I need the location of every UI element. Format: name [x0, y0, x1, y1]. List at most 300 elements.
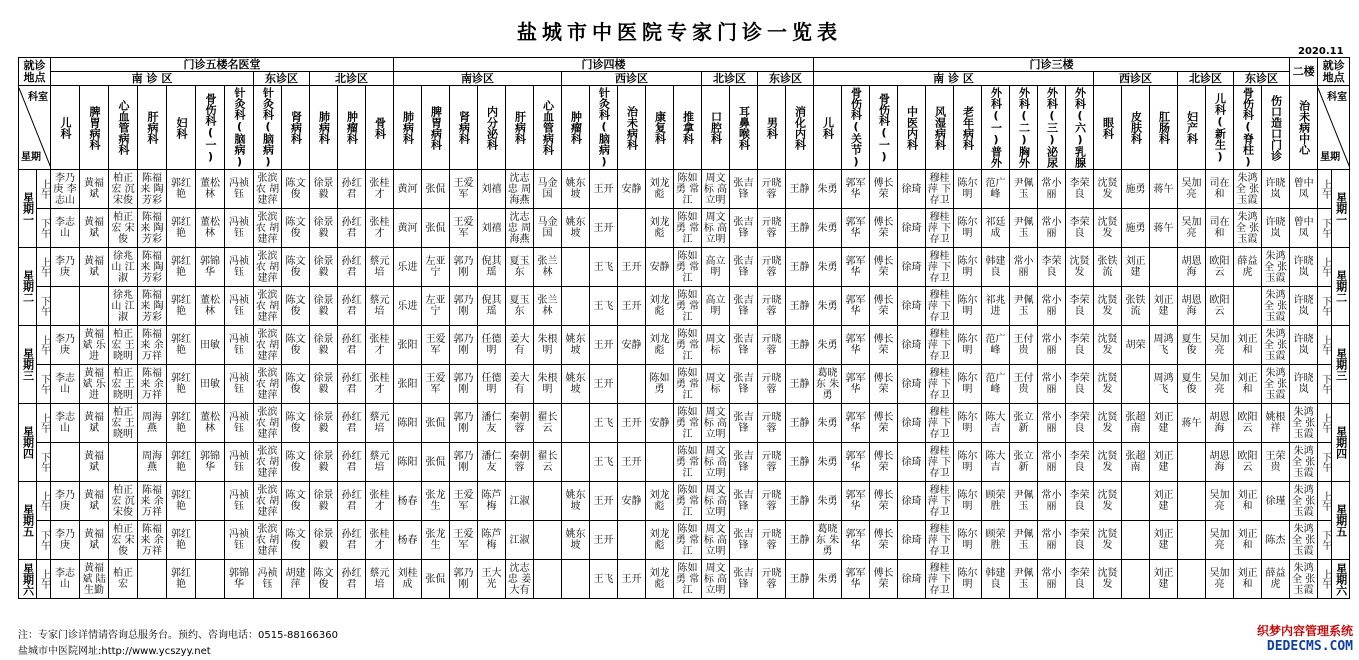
doctor-name: 张桂才 — [369, 334, 390, 356]
schedule-cell — [618, 560, 646, 599]
doctor-name: 沈志忠 周海燕 — [507, 172, 532, 206]
doctor-name: 王开 — [621, 456, 642, 468]
schedule-cell — [1094, 443, 1122, 482]
schedule-cell — [674, 443, 702, 482]
schedule-cell — [1150, 209, 1178, 248]
doctor-name: 蔡元培 — [369, 568, 390, 590]
doctor-name: 徐琦 — [901, 534, 922, 546]
schedule-cell — [758, 209, 786, 248]
schedule-cell — [926, 248, 954, 287]
doctor-name: 陈文俊 — [285, 373, 306, 395]
doctor-name: 欧阳云 — [1237, 451, 1258, 473]
doctor-name: 张滨农 胡建萍 — [255, 172, 280, 206]
doctor-name: 穆桂萍 下存卫 — [927, 289, 952, 323]
doctor-name: 张吉锋 — [733, 334, 754, 356]
doctor-name: 朱鸿全 张玉霞 — [1292, 445, 1316, 479]
doctor-name: 徐景毅 — [313, 334, 334, 356]
doctor-name: 姚东坡 — [565, 334, 586, 356]
doctor-name: 刘正建 — [1153, 295, 1174, 317]
schedule-cell — [196, 404, 225, 443]
doctor-name: 王飞 — [593, 456, 614, 468]
doctor-name: 刘禧 — [481, 222, 502, 234]
doctor-name: 刘桂成 — [397, 568, 418, 590]
doctor-name: 蒋午 — [1181, 417, 1202, 429]
schedule-cell — [254, 404, 282, 443]
dept-name: 心血管病科 — [541, 100, 555, 155]
dept-header — [562, 86, 590, 170]
schedule-table — [18, 57, 1350, 599]
half-name: 下午 — [1319, 530, 1331, 550]
half-name: 上午 — [1319, 179, 1331, 199]
doctor-name: 穆桂萍 下存卫 — [927, 172, 952, 206]
schedule-row — [19, 404, 1350, 443]
dept-name: 心血管病科 — [117, 100, 130, 155]
schedule-cell — [954, 560, 982, 599]
doctor-name: 周海燕 — [142, 451, 162, 473]
schedule-cell — [590, 404, 618, 443]
schedule-cell — [422, 443, 450, 482]
doctor-name: 朱根明 — [537, 373, 558, 395]
year-label: 2020.11 — [1298, 46, 1344, 57]
dept-name: 风湿病科 — [933, 105, 947, 150]
doctor-name: 亓晓蓉 — [761, 256, 782, 278]
doctor-name: 朱鸿全 张玉霞 — [1292, 562, 1316, 596]
schedule-cell — [310, 443, 338, 482]
schedule-cell — [982, 482, 1010, 521]
doctor-name: 王付贵 — [1013, 373, 1034, 395]
doctor-name: 王爱军 — [453, 529, 474, 551]
doctor-name: 常小丽 — [1041, 334, 1062, 356]
zone-b3-1: 西诊区 — [1094, 72, 1178, 86]
doctor-name: 黄福斌 — [84, 490, 104, 512]
schedule-cell — [450, 287, 478, 326]
doctor-name: 胡建萍 — [285, 568, 306, 590]
dept-header — [80, 86, 109, 170]
doctor-name: 周文标 高立明 — [703, 484, 728, 518]
schedule-cell — [506, 404, 534, 443]
day-label — [19, 326, 37, 404]
doctor-name: 陈尔明 — [957, 412, 978, 434]
schedule-cell — [450, 170, 478, 209]
schedule-cell — [534, 560, 562, 599]
schedule-cell — [926, 365, 954, 404]
schedule-cell — [1094, 209, 1122, 248]
doctor-name: 蔡元培 — [369, 256, 390, 278]
doctor-name: 吴加亮 — [1209, 334, 1230, 356]
schedule-cell — [394, 326, 422, 365]
doctor-name: 黄福斌 — [84, 256, 104, 278]
doctor-name: 李乃庚 — [55, 529, 75, 551]
schedule-cell — [338, 443, 366, 482]
schedule-cell — [366, 326, 394, 365]
schedule-cell — [1122, 209, 1150, 248]
schedule-cell — [310, 560, 338, 599]
doctor-name: 陈文俊 — [285, 334, 306, 356]
schedule-row — [19, 326, 1350, 365]
doctor-name: 姜大有 — [509, 373, 530, 395]
half-name: 上午 — [1319, 335, 1331, 355]
schedule-cell — [51, 365, 80, 404]
dept-header — [1206, 86, 1234, 170]
doctor-name: 陈文俊 — [285, 217, 306, 239]
zone-b4-1: 西诊区 — [562, 72, 702, 86]
footer-url[interactable]: 盐城市中医院网址:http://www.ycszyy.net — [18, 646, 211, 657]
dept-name: 肿瘤科 — [569, 111, 583, 144]
doctor-name: 高立明 — [705, 295, 726, 317]
schedule-cell — [338, 170, 366, 209]
doctor-name: 张铁流 — [1097, 256, 1118, 278]
doctor-name: 张桂才 — [369, 490, 390, 512]
schedule-row — [19, 170, 1350, 209]
schedule-cell — [1066, 287, 1094, 326]
schedule-cell — [225, 521, 254, 560]
doctor-name: 柏正宏 王晓明 — [111, 328, 135, 362]
doctor-name: 黄河 — [397, 222, 418, 234]
schedule-cell — [954, 482, 982, 521]
watermark-line2: DEDECMS.COM — [1266, 639, 1353, 654]
doctor-name: 王静 — [789, 378, 810, 390]
doctor-name: 张滨农 胡建萍 — [255, 250, 280, 284]
location-label: 就诊地点 — [19, 58, 51, 86]
watermark-line1: 织梦内容管理系统 — [1256, 624, 1353, 638]
doctor-name: 陈大吉 — [985, 412, 1006, 434]
schedule-cell — [814, 560, 842, 599]
schedule-cell — [1178, 443, 1206, 482]
half-name: 上午 — [1319, 569, 1331, 589]
schedule-cell — [982, 404, 1010, 443]
schedule-cell — [366, 287, 394, 326]
schedule-cell — [422, 404, 450, 443]
doctor-name: 徐兆山 江淑 — [111, 289, 135, 323]
schedule-cell — [982, 248, 1010, 287]
schedule-cell — [138, 443, 167, 482]
schedule-cell — [254, 482, 282, 521]
location-label-right: 就诊地点 — [1318, 58, 1350, 86]
schedule-cell — [506, 521, 534, 560]
dept-header — [422, 86, 450, 170]
schedule-cell — [506, 170, 534, 209]
half-label-right — [1318, 521, 1332, 560]
doctor-name: 常小丽 — [1041, 217, 1062, 239]
day-label — [19, 170, 37, 248]
schedule-cell — [254, 443, 282, 482]
schedule-cell — [225, 443, 254, 482]
doctor-name: 沈贤发 — [1097, 178, 1118, 200]
schedule-cell — [1178, 560, 1206, 599]
dept-header — [109, 86, 138, 170]
doctor-name: 陈阳 — [397, 456, 418, 468]
day-name: 星期六 — [21, 562, 35, 596]
doctor-name: 孙红君 — [341, 217, 362, 239]
day-name: 星期五 — [21, 504, 35, 537]
schedule-cell — [80, 365, 109, 404]
schedule-cell — [618, 170, 646, 209]
doctor-name: 刘正和 — [1237, 373, 1258, 395]
schedule-cell — [196, 443, 225, 482]
doctor-name: 刘龙彪 — [649, 178, 670, 200]
schedule-cell — [842, 209, 870, 248]
doctor-name: 张桂才 — [369, 529, 390, 551]
doctor-name: 陈文俊 — [285, 412, 306, 434]
schedule-cell — [1234, 404, 1262, 443]
schedule-cell — [1262, 326, 1290, 365]
doctor-name: 孙红君 — [341, 373, 362, 395]
schedule-cell — [702, 326, 730, 365]
day-label-right — [1332, 248, 1350, 326]
half-name: 下午 — [38, 374, 50, 394]
schedule-cell — [478, 560, 506, 599]
doctor-name: 亓晓蓉 — [761, 529, 782, 551]
doctor-name: 周文标 — [705, 373, 726, 395]
doctor-name: 刘龙彪 — [649, 568, 670, 590]
doctor-name: 王静 — [789, 339, 810, 351]
schedule-cell — [196, 560, 225, 599]
schedule-cell — [786, 560, 814, 599]
dept-name: 肛肠科 — [1157, 111, 1171, 144]
doctor-name: 孙红君 — [341, 412, 362, 434]
doctor-name: 刘龙彪 — [649, 490, 670, 512]
doctor-name: 刘正和 — [1237, 568, 1258, 590]
schedule-cell — [80, 521, 109, 560]
doctor-name: 郭军华 — [845, 256, 866, 278]
schedule-cell — [1066, 170, 1094, 209]
schedule-cell — [562, 287, 590, 326]
doctor-name: 许晓岚 — [1293, 334, 1314, 356]
schedule-cell — [954, 209, 982, 248]
schedule-cell — [674, 482, 702, 521]
schedule-cell — [422, 482, 450, 521]
doctor-name: 刘正建 — [1153, 568, 1174, 590]
doctor-name: 张吉锋 — [733, 256, 754, 278]
doctor-name: 郭乃刚 — [453, 451, 474, 473]
doctor-name: 孙红君 — [341, 178, 362, 200]
schedule-cell — [562, 209, 590, 248]
doctor-name: 朱勇 — [817, 456, 838, 468]
schedule-cell — [730, 287, 758, 326]
schedule-cell — [786, 482, 814, 521]
doctor-name: 杨春 — [397, 495, 418, 507]
schedule-cell — [898, 365, 926, 404]
dept-name: 男科 — [765, 116, 779, 139]
dept-header — [926, 86, 954, 170]
doctor-name: 董松林 — [200, 412, 220, 434]
doctor-name: 陈如勇 常江 — [675, 406, 700, 440]
doctor-name: 韩建良 — [985, 568, 1006, 590]
schedule-cell — [109, 365, 138, 404]
doctor-name: 孙红君 — [341, 295, 362, 317]
schedule-cell — [702, 209, 730, 248]
schedule-cell — [534, 443, 562, 482]
doctor-name: 亓晓蓉 — [761, 451, 782, 473]
doctor-name: 吴加亮 — [1181, 178, 1202, 200]
schedule-cell — [1262, 404, 1290, 443]
day-name: 星期三 — [21, 348, 35, 381]
doctor-name: 徐琦 — [901, 183, 922, 195]
dept-header — [51, 86, 80, 170]
dept-name: 儿科 — [59, 116, 72, 139]
doctor-name: 陈文俊 — [285, 178, 306, 200]
schedule-cell — [1010, 170, 1038, 209]
doctor-name: 尹佩玉 — [1013, 295, 1034, 317]
schedule-cell — [51, 482, 80, 521]
doctor-name: 张吉锋 — [733, 490, 754, 512]
doctor-name: 陈大吉 — [985, 451, 1006, 473]
schedule-cell — [478, 365, 506, 404]
schedule-cell — [338, 560, 366, 599]
half-name: 下午 — [38, 530, 50, 550]
schedule-cell — [1010, 248, 1038, 287]
dept-header — [786, 86, 814, 170]
dept-name: 中医内科 — [905, 105, 919, 150]
doctor-name: 顾荣胜 — [985, 490, 1006, 512]
schedule-cell — [758, 482, 786, 521]
doctor-name: 王静 — [789, 300, 810, 312]
doctor-name: 傅长荣 — [873, 217, 894, 239]
doctor-name: 王开 — [593, 378, 614, 390]
doctor-name: 陈文俊 — [285, 529, 306, 551]
doctor-name: 陈如勇 常江 — [675, 562, 700, 596]
schedule-cell — [926, 404, 954, 443]
schedule-cell — [254, 326, 282, 365]
schedule-cell — [702, 248, 730, 287]
half-name: 下午 — [1319, 452, 1331, 472]
doctor-name: 常小丽 — [1041, 295, 1062, 317]
schedule-cell — [814, 521, 842, 560]
schedule-cell — [1150, 287, 1178, 326]
schedule-cell — [926, 170, 954, 209]
doctor-name: 徐琦 — [901, 573, 922, 585]
doctor-name: 葛晓东 朱勇 — [815, 367, 840, 401]
doctor-name: 李荣良 — [1069, 334, 1090, 356]
doctor-name: 陈尔明 — [957, 217, 978, 239]
schedule-cell — [646, 248, 674, 287]
doctor-name: 亓晓蓉 — [761, 490, 782, 512]
schedule-cell — [870, 404, 898, 443]
doctor-name: 朱勇 — [817, 495, 838, 507]
schedule-cell — [1290, 209, 1318, 248]
doctor-name: 王爱军 — [453, 178, 474, 200]
schedule-cell — [786, 287, 814, 326]
schedule-cell — [1010, 560, 1038, 599]
dept-header — [338, 86, 366, 170]
half-label-right — [1318, 482, 1332, 521]
doctor-name: 范广峰 — [985, 178, 1006, 200]
schedule-cell — [167, 326, 196, 365]
schedule-cell — [422, 170, 450, 209]
doctor-name: 穆桂萍 下存卫 — [927, 484, 952, 518]
doctor-name: 陈尔明 — [957, 373, 978, 395]
doctor-name: 陈福来 余万祥 — [140, 328, 164, 362]
schedule-cell — [225, 560, 254, 599]
doctor-name: 张滨农 胡建萍 — [255, 328, 280, 362]
dept-header — [1094, 86, 1122, 170]
schedule-cell — [1234, 482, 1262, 521]
schedule-cell — [1262, 365, 1290, 404]
schedule-cell — [1262, 521, 1290, 560]
schedule-cell — [758, 521, 786, 560]
doctor-name: 冯祯钰 — [229, 334, 249, 356]
schedule-cell — [674, 170, 702, 209]
doctor-name: 张兰林 — [537, 295, 558, 317]
schedule-cell — [506, 560, 534, 599]
doctor-name: 姚东坡 — [565, 529, 586, 551]
schedule-cell — [730, 560, 758, 599]
schedule-cell — [1010, 404, 1038, 443]
schedule-cell — [758, 287, 786, 326]
schedule-cell — [1178, 209, 1206, 248]
doctor-name: 朱鸿全 张玉霞 — [1292, 406, 1316, 440]
schedule-cell — [138, 170, 167, 209]
doctor-name: 张超南 — [1125, 412, 1146, 434]
doctor-name: 穆桂萍 下存卫 — [927, 211, 952, 245]
schedule-cell — [898, 326, 926, 365]
schedule-cell — [1206, 248, 1234, 287]
schedule-cell — [1066, 248, 1094, 287]
doctor-name: 董松林 — [200, 295, 220, 317]
doctor-name: 王爱军 — [453, 217, 474, 239]
schedule-cell — [534, 365, 562, 404]
schedule-cell — [478, 248, 506, 287]
doctor-name: 陈芦梅 — [481, 490, 502, 512]
doctor-name: 李荣良 — [1069, 490, 1090, 512]
schedule-cell — [702, 560, 730, 599]
doctor-name: 陈如勇 常江 — [675, 328, 700, 362]
doctor-name: 冯祯钰 — [229, 373, 249, 395]
doctor-name: 刘龙彪 — [649, 295, 670, 317]
schedule-cell — [310, 287, 338, 326]
schedule-cell — [506, 443, 534, 482]
doctor-name: 王静 — [789, 417, 810, 429]
schedule-cell — [1122, 287, 1150, 326]
schedule-cell — [1066, 326, 1094, 365]
doctor-name: 沈贤发 — [1097, 334, 1118, 356]
schedule-cell — [590, 287, 618, 326]
zone-b3-0: 南 诊 区 — [814, 72, 1094, 86]
day-label-right — [1332, 560, 1350, 599]
schedule-cell — [366, 170, 394, 209]
doctor-name: 许晓岚 — [1293, 256, 1314, 278]
schedule-cell — [1206, 209, 1234, 248]
zone-b5-2: 北诊区 — [310, 72, 394, 86]
dept-name: 针灸科(脑病) — [233, 87, 246, 168]
doctor-name: 郭乃刚 — [453, 256, 474, 278]
schedule-cell — [80, 248, 109, 287]
doctor-name: 徐景毅 — [313, 451, 334, 473]
doctor-name: 李荣良 — [1041, 256, 1062, 278]
schedule-cell — [109, 443, 138, 482]
half-label-right — [1318, 365, 1332, 404]
doctor-name: 郭乃刚 — [453, 568, 474, 590]
day-name: 星期二 — [1334, 270, 1348, 303]
half-name: 上午 — [38, 413, 50, 433]
schedule-cell — [422, 209, 450, 248]
doctor-name: 祁廷成 — [985, 217, 1006, 239]
schedule-cell — [1010, 326, 1038, 365]
schedule-cell — [1122, 443, 1150, 482]
schedule-cell — [1094, 248, 1122, 287]
doctor-name: 陈如勇 常江 — [675, 250, 700, 284]
schedule-cell — [590, 248, 618, 287]
schedule-cell — [1290, 365, 1318, 404]
doctor-name: 沈志忠 周海燕 — [507, 211, 532, 245]
schedule-cell — [1066, 482, 1094, 521]
schedule-cell — [814, 287, 842, 326]
schedule-cell — [310, 521, 338, 560]
schedule-cell — [1290, 443, 1318, 482]
doctor-name: 任德明 — [481, 334, 502, 356]
doctor-name: 沈贤发 — [1069, 256, 1090, 278]
day-label-right — [1332, 404, 1350, 482]
